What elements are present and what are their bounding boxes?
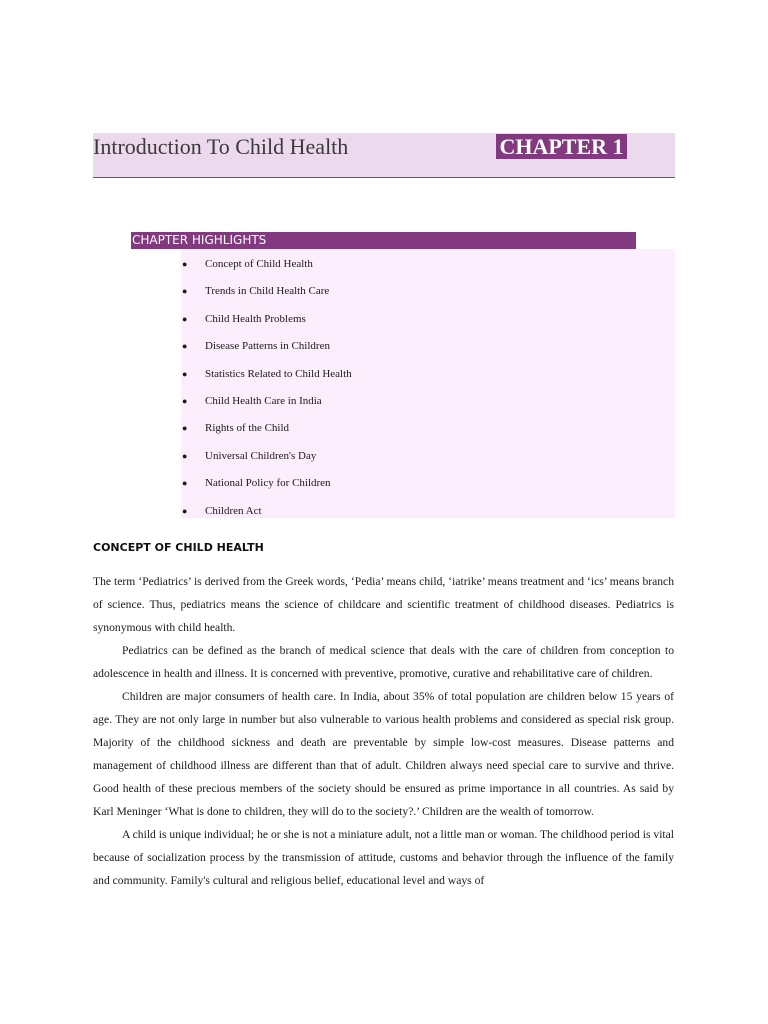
body-text [93, 570, 674, 892]
list-item-label: Universal Children's Day [205, 449, 317, 462]
list-item-label: Children Act [205, 504, 262, 517]
list-item [181, 415, 675, 442]
list-item [181, 278, 675, 305]
list-item [181, 498, 675, 525]
chapter-header [93, 133, 675, 178]
chapter-highlights-list [181, 251, 675, 525]
list-item-label: Disease Patterns in Children [205, 340, 330, 353]
bullet-icon: ● [182, 423, 188, 434]
bullet-icon: ● [182, 259, 188, 269]
list-item-label: National Policy for Children [205, 477, 331, 490]
list-item-label: Child Health Problems [205, 312, 306, 325]
chapter-number-label: CHAPTER 1 [496, 134, 627, 159]
bullet-icon: ● [182, 395, 188, 406]
list-item-label: Statistics Related to Child Health [205, 367, 352, 380]
paragraph: Children are major consumers of health care. In India, about 35% of total population are children below 15 years of age. They are not only large in number but also vulnerable to various health problems and considered as special risk group. Majority of the childhood sickness and death are preventable by simple low-cost measures. Disease patterns and management of childhood illness are different than that of adult. Children always need special care to survive and thrive. Good health of these precious members of the society should be ensured as prime importance in all countries. As said by Karl Meninger ‘What is done to children, they will do to the society?.’ Children are the wealth of tomorrow. [93, 690, 674, 818]
list-item [181, 470, 675, 497]
paragraph: The term ‘Pediatrics’ is derived from the Greek words, ‘Pedia’ means child, ‘iatrike’ means treatment and ‘ics’ means branch of science. Thus, pediatrics means the science of childcare and scientific treatment of childhood diseases. Pediatrics is synonymous with child health. [93, 575, 674, 634]
bullet-icon: ● [182, 368, 188, 379]
list-item [181, 306, 675, 333]
list-item [181, 333, 675, 360]
list-item-label: Trends in Child Health Care [205, 285, 330, 298]
paragraph: Pediatrics can be defined as the branch of medical science that deals with the care of children from conception to adolescence in health and illness. It is concerned with preventive, promotive, curative and rehabilitative care of children. [93, 644, 674, 680]
section-heading: CONCEPT OF CHILD HEALTH [93, 541, 264, 554]
bullet-icon: ● [182, 286, 188, 297]
chapter-highlights-heading: CHAPTER HIGHLIGHTS [131, 232, 636, 249]
bullet-icon: ● [182, 505, 188, 516]
list-item [181, 251, 675, 278]
paragraph: A child is unique individual; he or she is not a miniature adult, not a little man or woman. The childhood period is vital because of socialization process by the transmission of attitude, customs and behavior through the influence of the family and community. Family's cultural and religious belief, educational level and ways of [93, 828, 674, 887]
bullet-icon: ● [182, 450, 188, 461]
list-item [181, 388, 675, 415]
bullet-icon: ● [182, 478, 188, 489]
list-item [181, 361, 675, 388]
bullet-icon: ● [182, 313, 188, 324]
list-item-label: Rights of the Child [205, 422, 290, 435]
list-item [181, 443, 675, 470]
list-item-label: Child Health Care in India [205, 394, 322, 407]
bullet-icon: ● [182, 341, 188, 352]
chapter-title: Introduction To Child Health [93, 134, 349, 159]
list-item-label: Concept of Child Health [205, 258, 313, 270]
